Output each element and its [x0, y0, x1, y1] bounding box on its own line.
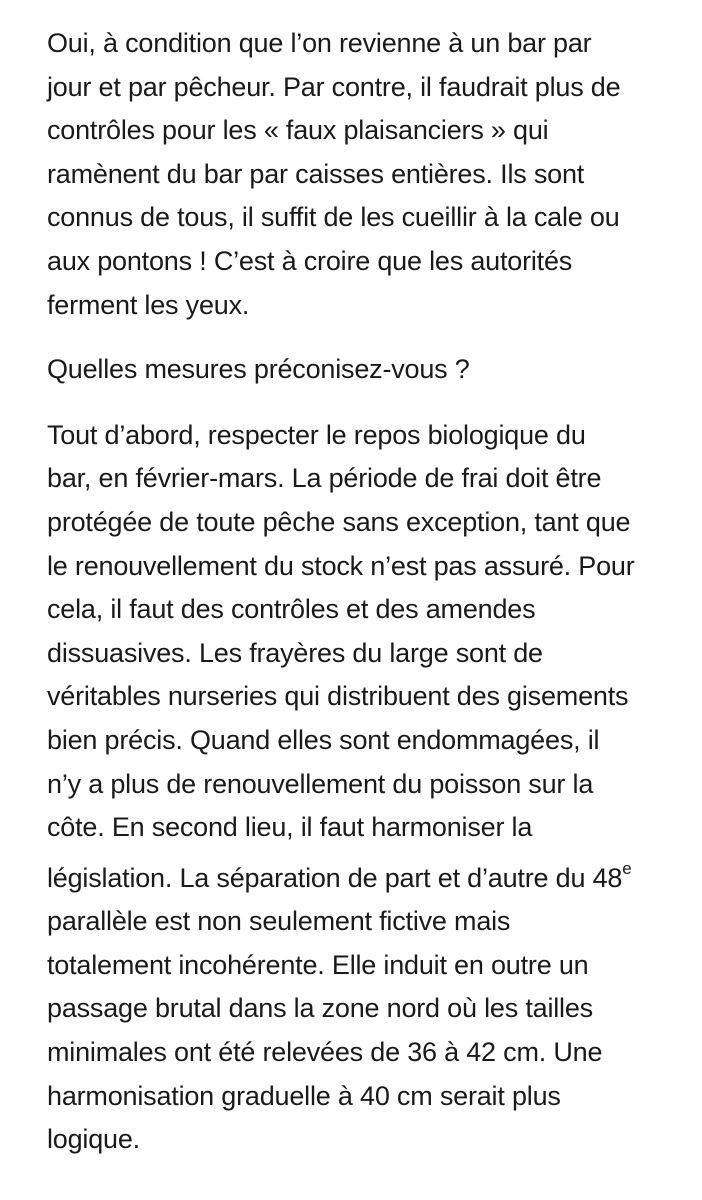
text-line: cela, il faut des contrôles et des amendes [47, 594, 536, 625]
answer-paragraph-1 [47, 22, 657, 327]
text-line: ferment les yeux. [47, 289, 250, 320]
text-line: véritables nurseries qui distribuent des gisements [47, 681, 629, 712]
text-line-prefix: législation. La séparation de part et d’autre du 48 [47, 862, 623, 893]
text-line: passage brutal dans la zone nord où les tailles [47, 993, 593, 1024]
text-line: dissuasives. Les frayères du large sont de [47, 637, 543, 668]
text-line: totalement incohérente. Elle induit en outre un [47, 949, 589, 980]
text-line: logique. [47, 1124, 140, 1155]
text-line: Tout d’abord, respecter le repos biologique du [47, 419, 586, 450]
text-line: côte. En second lieu, il faut harmoniser la [47, 812, 533, 843]
text-line: bar, en février-mars. La période de frai doit être [47, 463, 602, 494]
text-line: bien précis. Quand elles sont endommagées, il [47, 724, 600, 755]
text-line: parallèle est non seulement fictive mais [47, 906, 511, 937]
text-line: jour et par pêcheur. Par contre, il faudrait plus de [47, 71, 621, 102]
interview-question [47, 348, 687, 392]
text-line: harmonisation graduelle à 40 cm serait plus [47, 1080, 561, 1111]
text-line: aux pontons ! C’est à croire que les autorités [47, 245, 573, 276]
text-line: ramènent du bar par caisses entières. Ils sont [47, 158, 585, 189]
text-line: minimales ont été relevées de 36 à 42 cm. Une [47, 1037, 603, 1068]
article-body [47, 22, 687, 1162]
ordinal-superscript: e [622, 858, 632, 878]
question-text: Quelles mesures préconisez-vous ? [47, 354, 470, 385]
text-line: n’y a plus de renouvellement du poisson sur la [47, 768, 594, 799]
text-line: protégée de toute pêche sans exception, tant que [47, 506, 631, 537]
text-line: le renouvellement du stock n’est pas assuré. Pour [47, 550, 635, 581]
text-line: Oui, à condition que l’on revienne à un bar par [47, 28, 592, 58]
text-line: connus de tous, il suffit de les cueillir à la cale ou [47, 202, 620, 233]
text-line-with-superscript [47, 857, 662, 901]
text-line: contrôles pour les « faux plaisanciers » qui [47, 115, 549, 146]
answer-paragraph-2 [47, 414, 662, 1162]
